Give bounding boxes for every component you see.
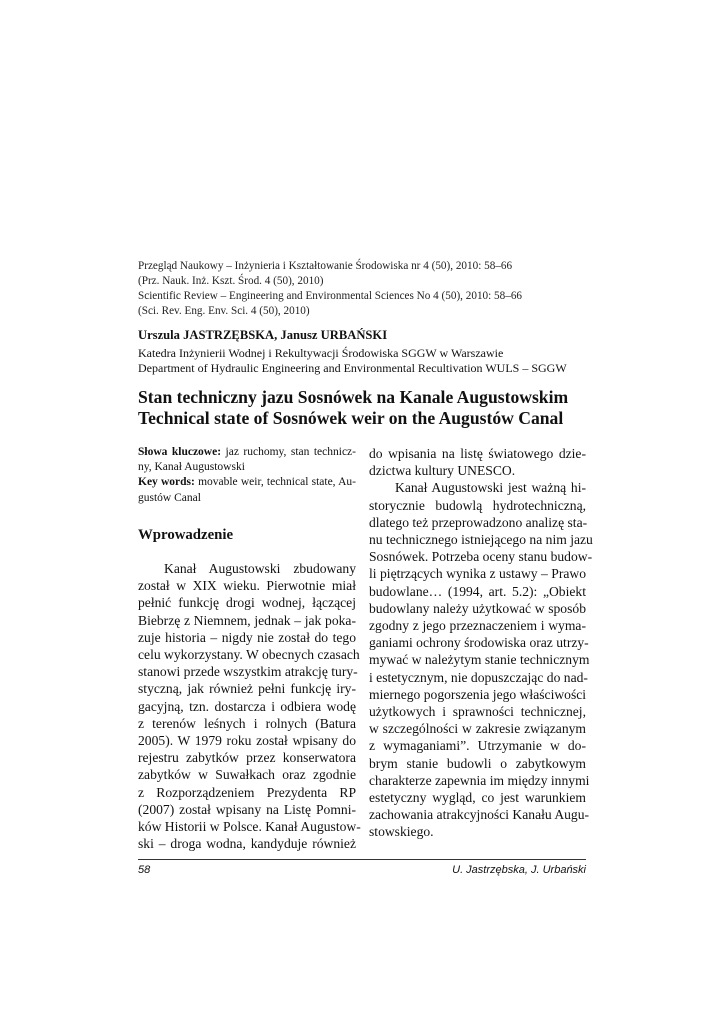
body-line: z terenów leśnych i rolnych (Batura (138, 715, 356, 731)
body-line: budowlane… (1994, art. 5.2): „Obiekt (369, 583, 586, 599)
section-heading: Wprowadzenie (138, 527, 234, 543)
keywords-en-text: movable weir, technical state, Au- (198, 476, 356, 489)
keywords-pl-line (138, 445, 356, 460)
body-line: do wpisania na listę światowego dzie- (369, 446, 586, 461)
header-line: (Prz. Nauk. Inż. Kszt. Środ. 4 (50), 2010) (138, 275, 324, 287)
body-line: został w XIX wieku. Pierwotnie miał (138, 578, 356, 594)
running-footer-authors: U. Jastrzębska, J. Urbański (452, 864, 586, 876)
header-line: Scientific Review – Engineering and Environmental Sciences No 4 (50), 2010: 58–66 (138, 290, 523, 302)
body-line: Sosnówek. Potrzeba oceny stanu budow- (369, 549, 593, 565)
body-line: użytkowych i sprawności technicznej, (369, 704, 586, 720)
keywords-en-label: Key words: (138, 476, 195, 489)
body-line: nu technicznego istniejącego na nim jazu (369, 532, 593, 548)
body-line: ganiami ochrony środowiska oraz utrzy- (369, 635, 589, 651)
body-line: zuje historia – nigdy nie został do tego (138, 629, 356, 645)
affiliation-en: Department of Hydraulic Engineering and Environmental Recultivation WULS – SGGW (138, 361, 567, 375)
body-line: brym stanie budowli o zabytkowym (369, 755, 586, 771)
keywords (138, 445, 356, 506)
footer-rule (138, 859, 586, 860)
header-line: (Sci. Rev. Eng. Env. Sci. 4 (50), 2010) (138, 305, 310, 317)
body-line: pełnić funkcję drogi wodnej, łączącej (138, 595, 356, 611)
keywords-en-text: gustów Canal (138, 491, 201, 504)
header-line: Przegląd Naukowy – Inżynieria i Kształtowanie Środowiska nr 4 (50), 2010: 58–66 (138, 260, 513, 272)
body-line: gacyjną, tzn. dostarcza i odbiera wodę (138, 698, 356, 714)
paper-title (138, 387, 568, 429)
body-line: ski – droga wodna, kandyduje również (138, 836, 356, 852)
body-line: 2005). W 1979 roku został wpisany do (138, 733, 356, 749)
body-line: Kanał Augustowski zbudowany (164, 561, 356, 576)
body-line: z wymaganiami”. Utrzymanie w do- (369, 738, 586, 754)
body-line: z Rozporządzeniem Prezydenta RP (138, 784, 356, 800)
body-line: styczną, jak również pełni funkcję iry- (138, 681, 356, 697)
body-line: li piętrzących wynika z ustawy – Prawo (369, 566, 586, 582)
body-line: zgodny z jego przeznaczeniem i wyma- (369, 618, 586, 634)
body-line: charakterze zapewnia im między innymi (369, 772, 590, 788)
body-line: ków Historii w Polsce. Kanał Augustow- (138, 819, 361, 835)
body-line: celu wykorzystany. W obecnych czasach (138, 647, 360, 663)
body-line: w szczególności w zakresie związanym (369, 721, 586, 737)
body-line: mywać w należytym stanie technicznym (369, 652, 590, 668)
authors: Urszula JASTRZĘBSKA, Janusz URBAŃSKI (138, 328, 388, 342)
left-column (138, 560, 361, 852)
journal-header (138, 259, 598, 319)
page-number: 58 (138, 864, 151, 876)
body-line: dlatego też przeprowadzono analizę sta- (369, 514, 588, 530)
title-pl: Stan techniczny jazu Sosnówek na Kanale Augustowskim (138, 387, 569, 407)
keywords-pl-text: ny, Kanał Augustowski (138, 461, 245, 474)
body-line: budowlany należy użytkować w sposób (369, 600, 586, 616)
body-line: miernego pogorszenia jego właściwości (369, 686, 587, 702)
keywords-pl-text: jaz ruchomy, stan technicz- (225, 446, 356, 458)
affiliation-pl: Katedra Inżynierii Wodnej i Rekultywacji Środowiska SGGW w Warszawie (138, 346, 504, 360)
right-column (369, 445, 593, 841)
body-line: zachowania atrakcyjności Kanału Augu- (369, 807, 590, 823)
affiliation (138, 346, 567, 376)
body-line: Biebrzę z Niemnem, jednak – jak poka- (138, 612, 356, 628)
body-line: i estetycznym, nie dopuszczając do nad- (369, 669, 588, 685)
keywords-en-line (138, 475, 356, 490)
body-line: stowskiego. (369, 824, 434, 840)
title-en: Technical state of Sosnówek weir on the Augustów Canal (138, 408, 564, 428)
body-line: zabytków w Suwałkach oraz zgodnie (138, 767, 356, 783)
body-line: storycznie budowlą hydrotechniczną, (369, 497, 586, 513)
body-line: rejestru zabytków przez konserwatora (138, 750, 356, 766)
body-line: stanowi przede wszystkim atrakcję tury- (138, 664, 358, 680)
body-line: (2007) został wpisany na Listę Pomni- (138, 801, 356, 817)
body-line: Kanał Augustowski jest ważną hi- (395, 480, 586, 496)
body-line: estetyczny wygląd, co jest warunkiem (369, 790, 586, 806)
keywords-pl-label: Słowa kluczowe: (138, 446, 222, 458)
body-line: dzictwa kultury UNESCO. (369, 463, 516, 479)
